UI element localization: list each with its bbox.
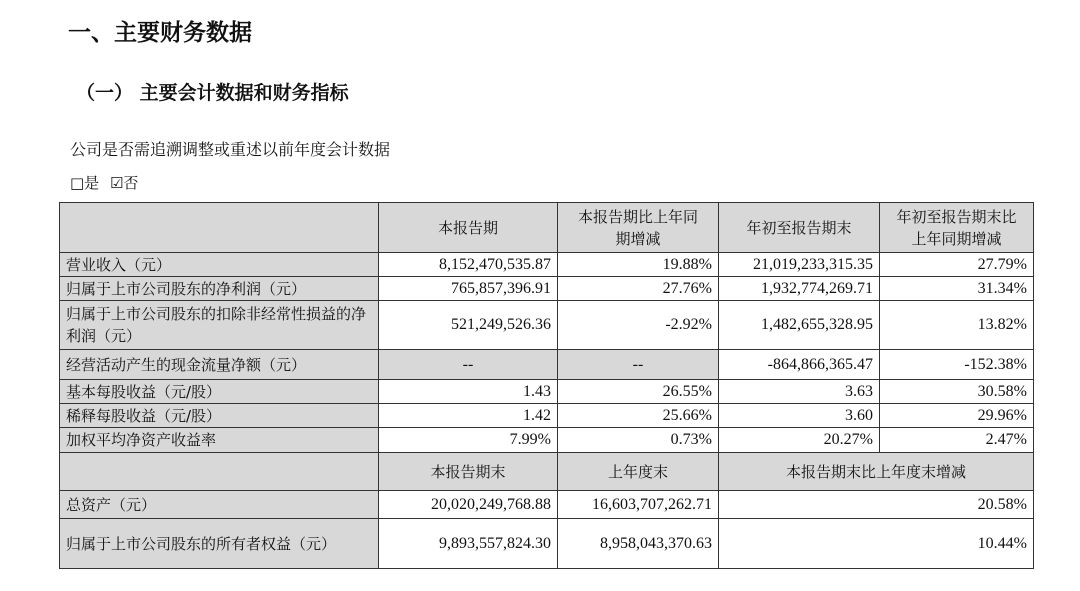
header-cell: 本报告期末 [379,453,558,491]
header-cell: 年初至报告期末 [719,203,880,253]
table-row [60,277,1034,301]
cell: 16,603,707,262.71 [558,491,719,519]
cell: 30.58% [880,380,1034,404]
row-label: 稀释每股收益（元/股） [60,404,379,428]
cell: 31.34% [880,277,1034,301]
cell: 21,019,233,315.35 [719,253,880,277]
table-row [60,519,1034,569]
header-cell: 年初至报告期末比上年同期增减 [880,203,1034,253]
cell: -2.92% [558,301,719,350]
cell: -152.38% [880,350,1034,380]
option-yes-checkbox[interactable]: □是 [70,174,100,192]
row-label: 归属于上市公司股东的扣除非经常性损益的净利润（元） [60,301,379,350]
header-cell: 本报告期末比上年度末增减 [719,453,1034,491]
row-label: 加权平均净资产收益率 [60,428,379,453]
table-row [60,301,1034,350]
cell: 1.42 [379,404,558,428]
cell: 0.73% [558,428,719,453]
row-label: 营业收入（元） [60,253,379,277]
cell: 3.63 [719,380,880,404]
cell: 27.79% [880,253,1034,277]
cell: 20,020,249,768.88 [379,491,558,519]
cell: 765,857,396.91 [379,277,558,301]
header-cell: 本报告期 [379,203,558,253]
cell: 8,958,043,370.63 [558,519,719,569]
cell: 10.44% [719,519,1034,569]
row-label: 归属于上市公司股东的所有者权益（元） [60,519,379,569]
cell: 2.47% [880,428,1034,453]
row-label: 总资产（元） [60,491,379,519]
cell: 25.66% [558,404,719,428]
cell: 8,152,470,535.87 [379,253,558,277]
table-row [60,491,1034,519]
table-row [60,350,1034,380]
cell: 20.58% [719,491,1034,519]
table-row [60,253,1034,277]
cell: 26.55% [558,380,719,404]
cell: 29.96% [880,404,1034,428]
cell: -- [379,350,558,380]
cell: 3.60 [719,404,880,428]
cell: 19.88% [558,253,719,277]
table-header-row [60,203,1034,253]
row-label: 基本每股收益（元/股） [60,380,379,404]
cell: 7.99% [379,428,558,453]
header-blank [60,453,379,491]
restatement-options [70,172,138,193]
cell: -- [558,350,719,380]
cell: 1,482,655,328.95 [719,301,880,350]
financial-data-table [59,202,1034,569]
cell: 27.76% [558,277,719,301]
cell: 1,932,774,269.71 [719,277,880,301]
cell: 13.82% [880,301,1034,350]
subsection-title: （一） 主要会计数据和财务指标 [76,82,349,104]
table-row [60,428,1034,453]
header-cell: 本报告期比上年同期增减 [558,203,719,253]
header-cell: 上年度末 [558,453,719,491]
table-row [60,380,1034,404]
row-label: 经营活动产生的现金流量净额（元） [60,350,379,380]
section-title: 一、主要财务数据 [68,20,252,46]
cell: 1.43 [379,380,558,404]
table-header-row-2 [60,453,1034,491]
restatement-question: 公司是否需追溯调整或重述以前年度会计数据 [70,140,391,159]
cell: 20.27% [719,428,880,453]
cell: 521,249,526.36 [379,301,558,350]
cell: 9,893,557,824.30 [379,519,558,569]
table-row [60,404,1034,428]
cell: -864,866,365.47 [719,350,880,380]
row-label: 归属于上市公司股东的净利润（元） [60,277,379,301]
header-blank [60,203,379,253]
option-no-checkbox[interactable]: ☑否 [109,174,139,192]
